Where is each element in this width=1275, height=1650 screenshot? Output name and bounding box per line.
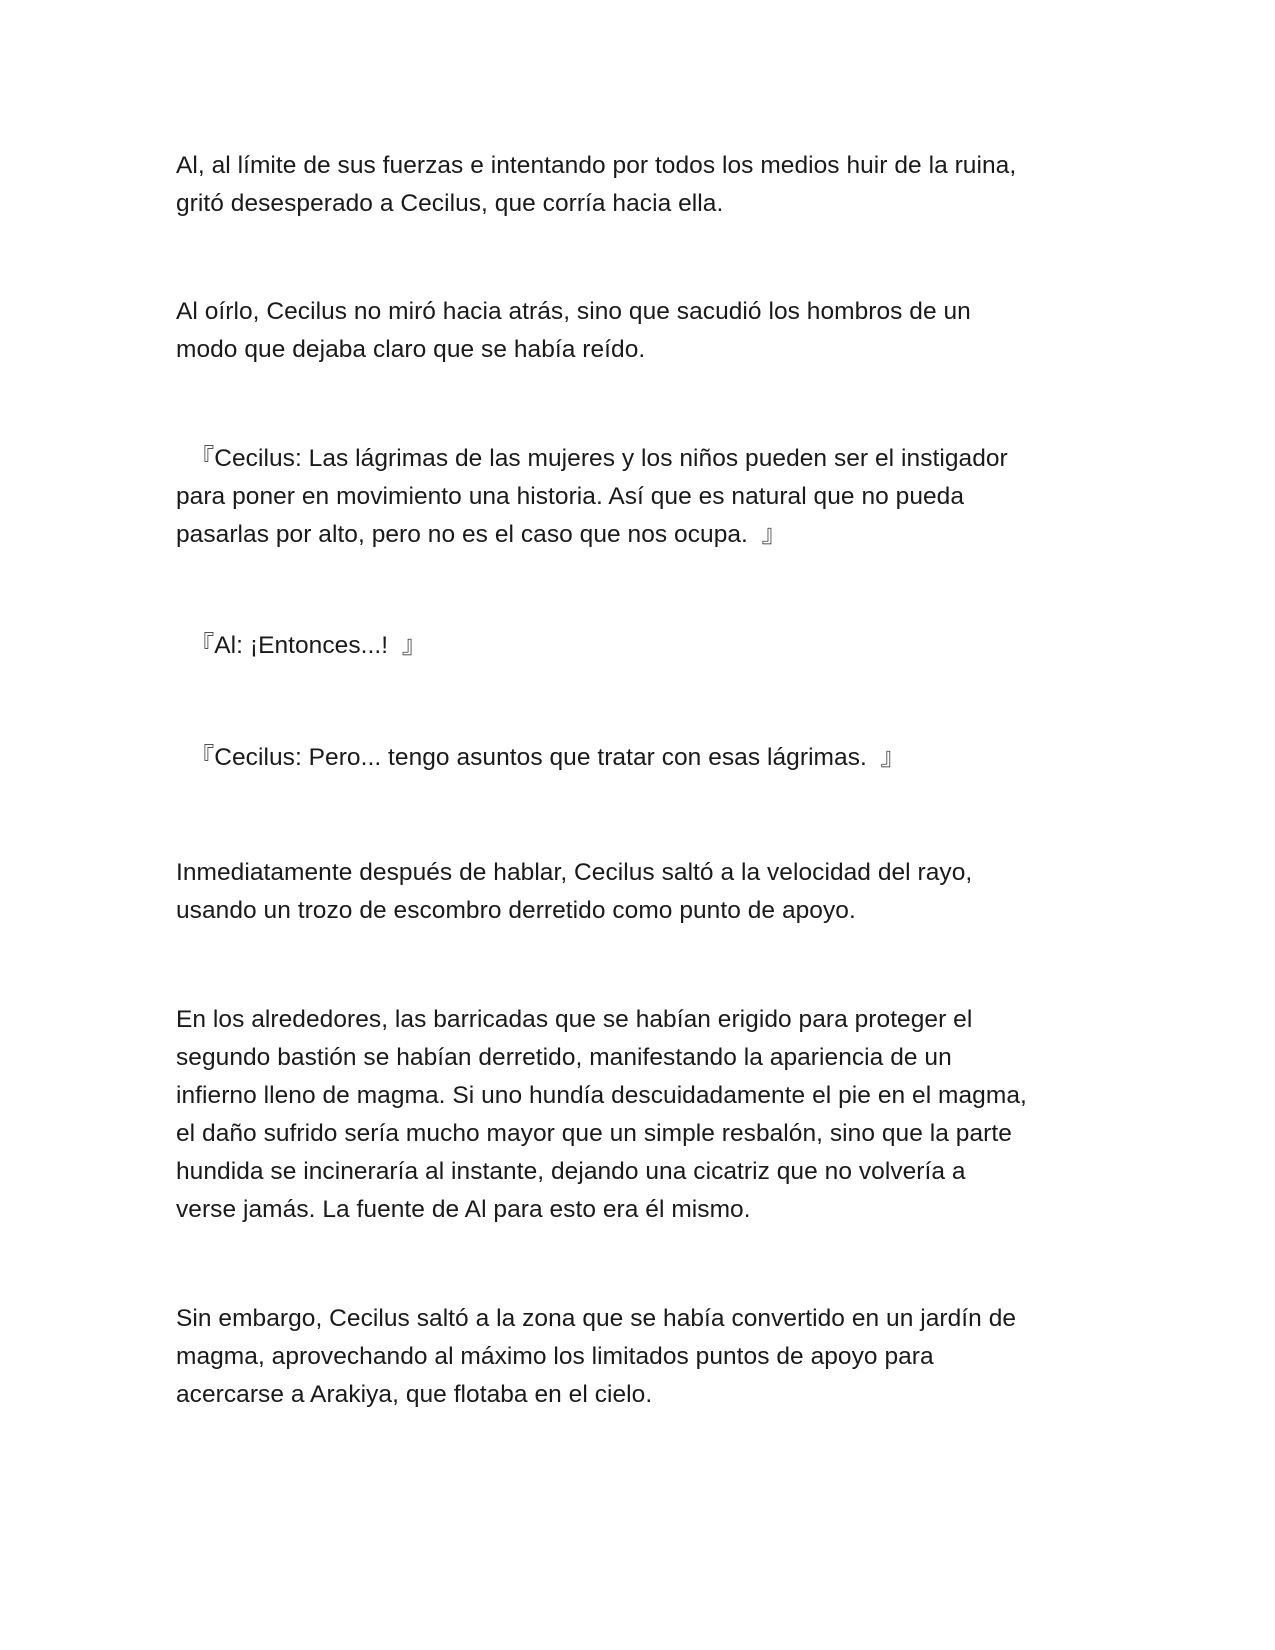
text-line: acercarse a Arakiya, que flotaba en el cielo. bbox=[176, 1381, 653, 1408]
text-line: Inmediatamente después de hablar, Cecilus saltó a la velocidad del rayo, bbox=[176, 859, 973, 886]
text-line: para poner en movimiento una historia. Así que es natural que no pueda bbox=[176, 483, 965, 510]
paragraph-5-dialogue bbox=[176, 739, 1116, 777]
text-line: 『Al: ¡Entonces...! 』 bbox=[176, 632, 427, 659]
text-line: infierno lleno de magma. Si uno hundía descuidadamente el pie en el magma, bbox=[176, 1082, 1027, 1109]
text-line: Al, al límite de sus fuerzas e intentando por todos los medios huir de la ruina, bbox=[176, 152, 1017, 179]
text-line: usando un trozo de escombro derretido como punto de apoyo. bbox=[176, 897, 856, 924]
paragraph-3-dialogue bbox=[176, 440, 1116, 554]
paragraph-4-dialogue bbox=[176, 627, 1116, 665]
paragraph-6 bbox=[176, 854, 1116, 930]
text-line: verse jamás. La fuente de Al para esto era él mismo. bbox=[176, 1196, 751, 1223]
text-line: 『Cecilus: Pero... tengo asuntos que tratar con esas lágrimas. 』 bbox=[176, 744, 906, 771]
text-line: Al oírlo, Cecilus no miró hacia atrás, sino que sacudió los hombros de un bbox=[176, 298, 971, 325]
text-line: pasarlas por alto, pero no es el caso que nos ocupa. 』 bbox=[176, 521, 787, 548]
text-line: magma, aprovechando al máximo los limitados puntos de apoyo para bbox=[176, 1343, 934, 1370]
text-line: el daño sufrido sería mucho mayor que un simple resbalón, sino que la parte bbox=[176, 1120, 1012, 1147]
text-line: hundida se incineraría al instante, dejando una cicatriz que no volvería a bbox=[176, 1158, 966, 1185]
paragraph-2 bbox=[176, 293, 1116, 369]
paragraph-1 bbox=[176, 147, 1116, 223]
text-line: segundo bastión se habían derretido, manifestando la apariencia de un bbox=[176, 1044, 952, 1071]
text-line: En los alrededores, las barricadas que se habían erigido para proteger el bbox=[176, 1006, 973, 1033]
paragraph-8 bbox=[176, 1300, 1116, 1414]
text-line: gritó desesperado a Cecilus, que corría hacia ella. bbox=[176, 190, 724, 217]
paragraph-7 bbox=[176, 1001, 1116, 1229]
text-line: modo que dejaba claro que se había reído. bbox=[176, 336, 646, 363]
text-line: 『Cecilus: Las lágrimas de las mujeres y los niños pueden ser el instigador bbox=[176, 445, 1008, 472]
text-line: Sin embargo, Cecilus saltó a la zona que se había convertido en un jardín de bbox=[176, 1305, 1017, 1332]
